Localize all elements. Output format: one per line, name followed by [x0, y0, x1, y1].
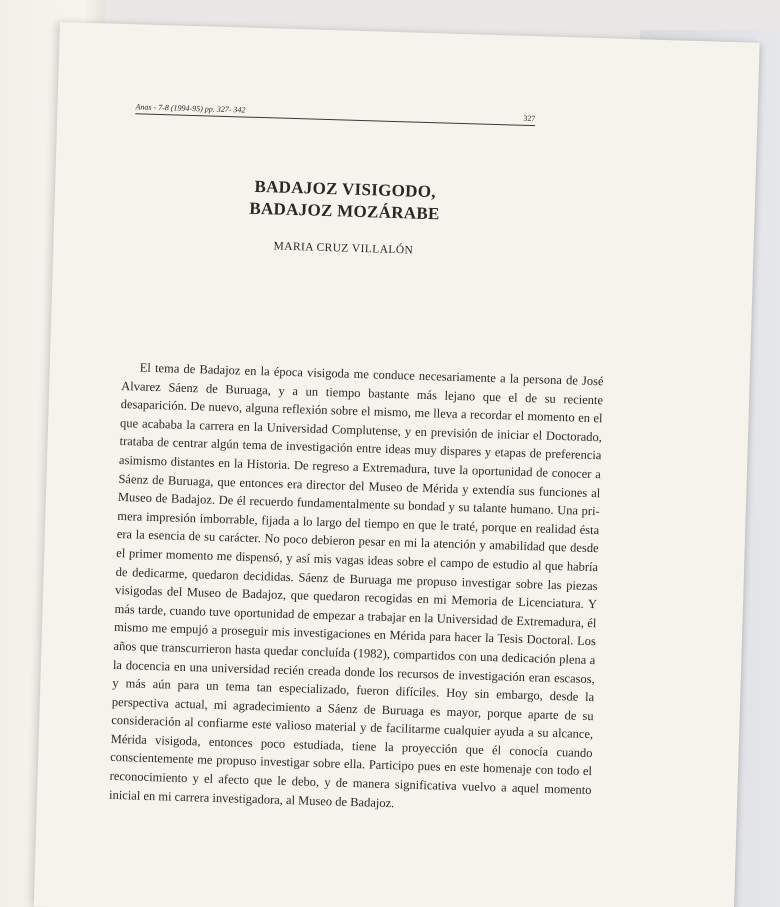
- header-citation: Anas - 7-8 (1994-95) pp. 327- 342: [135, 102, 246, 115]
- book-page: [34, 22, 760, 907]
- title-line-1: BADAJOZ VISIGODO,: [254, 176, 437, 202]
- body-paragraph: El tema de Badajoz en la época visigoda me conduce necesariamente a la persona de José Alvarez Sáenz de Buruaga, y a un tiempo bastante más lejano que el de su reciente desaparición. De nuevo, alguna reflexión sobre el mismo, me lleva a recordar el momento en el que acababa la carrera en la Universidad Complutense, y en previsión de iniciar el Doctorado, trataba de centrar algún tema de investigación entre ideas muy dispares y etapas de preferencia asimismo distantes en la Historia. De regreso a Extremadura, tuve la oportunidad de conocer a Sáenz de Buruaga, que entonces era director del Museo de Mérida y extendía sus funciones al Museo de Badajoz. De él recuerdo fundamentalmente su bondad y su talante humano. Una primera impresión imborrable, fijada a lo largo del tiempo en que le traté, porque en realidad ésta era la esencia de su carácter. No poco debieron pesar en mi la atención y amabilidad que desde el primer momento me dispensó, y así mis vagas ideas sobre el campo de estudio al que habría de dedicarme, quedaron decididas. Sáenz de Buruaga me propuso investigar sobre las piezas visigodas del Museo de Badajoz, que quedaron recogidas en mi Memoria de Licenciatura. Y más tarde, cuando tuve oportunidad de empezar a trabajar en la Universidad de Extremadura, él mismo me empujó a proseguir mis investigaciones en Mérida para hacer la Tesis Doctoral. Los años que transcurrieron hasta quedar concluída (1982), compartidos con una dedicación plena a la docencia en una universidad recién creada donde los recursos de investigación eran escasos, y más aún para un tema tan especializado, fueron difíciles. Hoy sin embargo, desde la perspectiva actual, mi agradecimiento a Sáenz de Buruaga es mayor, porque aparte de su consideración al confiarme este valioso material y de facilitarme cualquier ayuda a su alcance, Mérida visigoda, entonces poco estudiada, tiene la proyección que él conocía cuando conscientemente me propuso investigar sobre ella. Participo pues en este homenaje con todo el reconocimiento y el afecto que le debo, y de manera significativa vuelvo a aquel momento inicial en mi carrera investigadora, al Museo de Badajoz.: [108, 360, 604, 810]
- page-number: 327: [523, 113, 536, 124]
- article-body: [109, 358, 604, 818]
- author-name: MARIA CRUZ VILLALÓN: [273, 240, 414, 257]
- title-line-2: BADAJOZ MOZÁRABE: [249, 198, 440, 224]
- article-title: [154, 173, 535, 228]
- running-header: [135, 102, 535, 126]
